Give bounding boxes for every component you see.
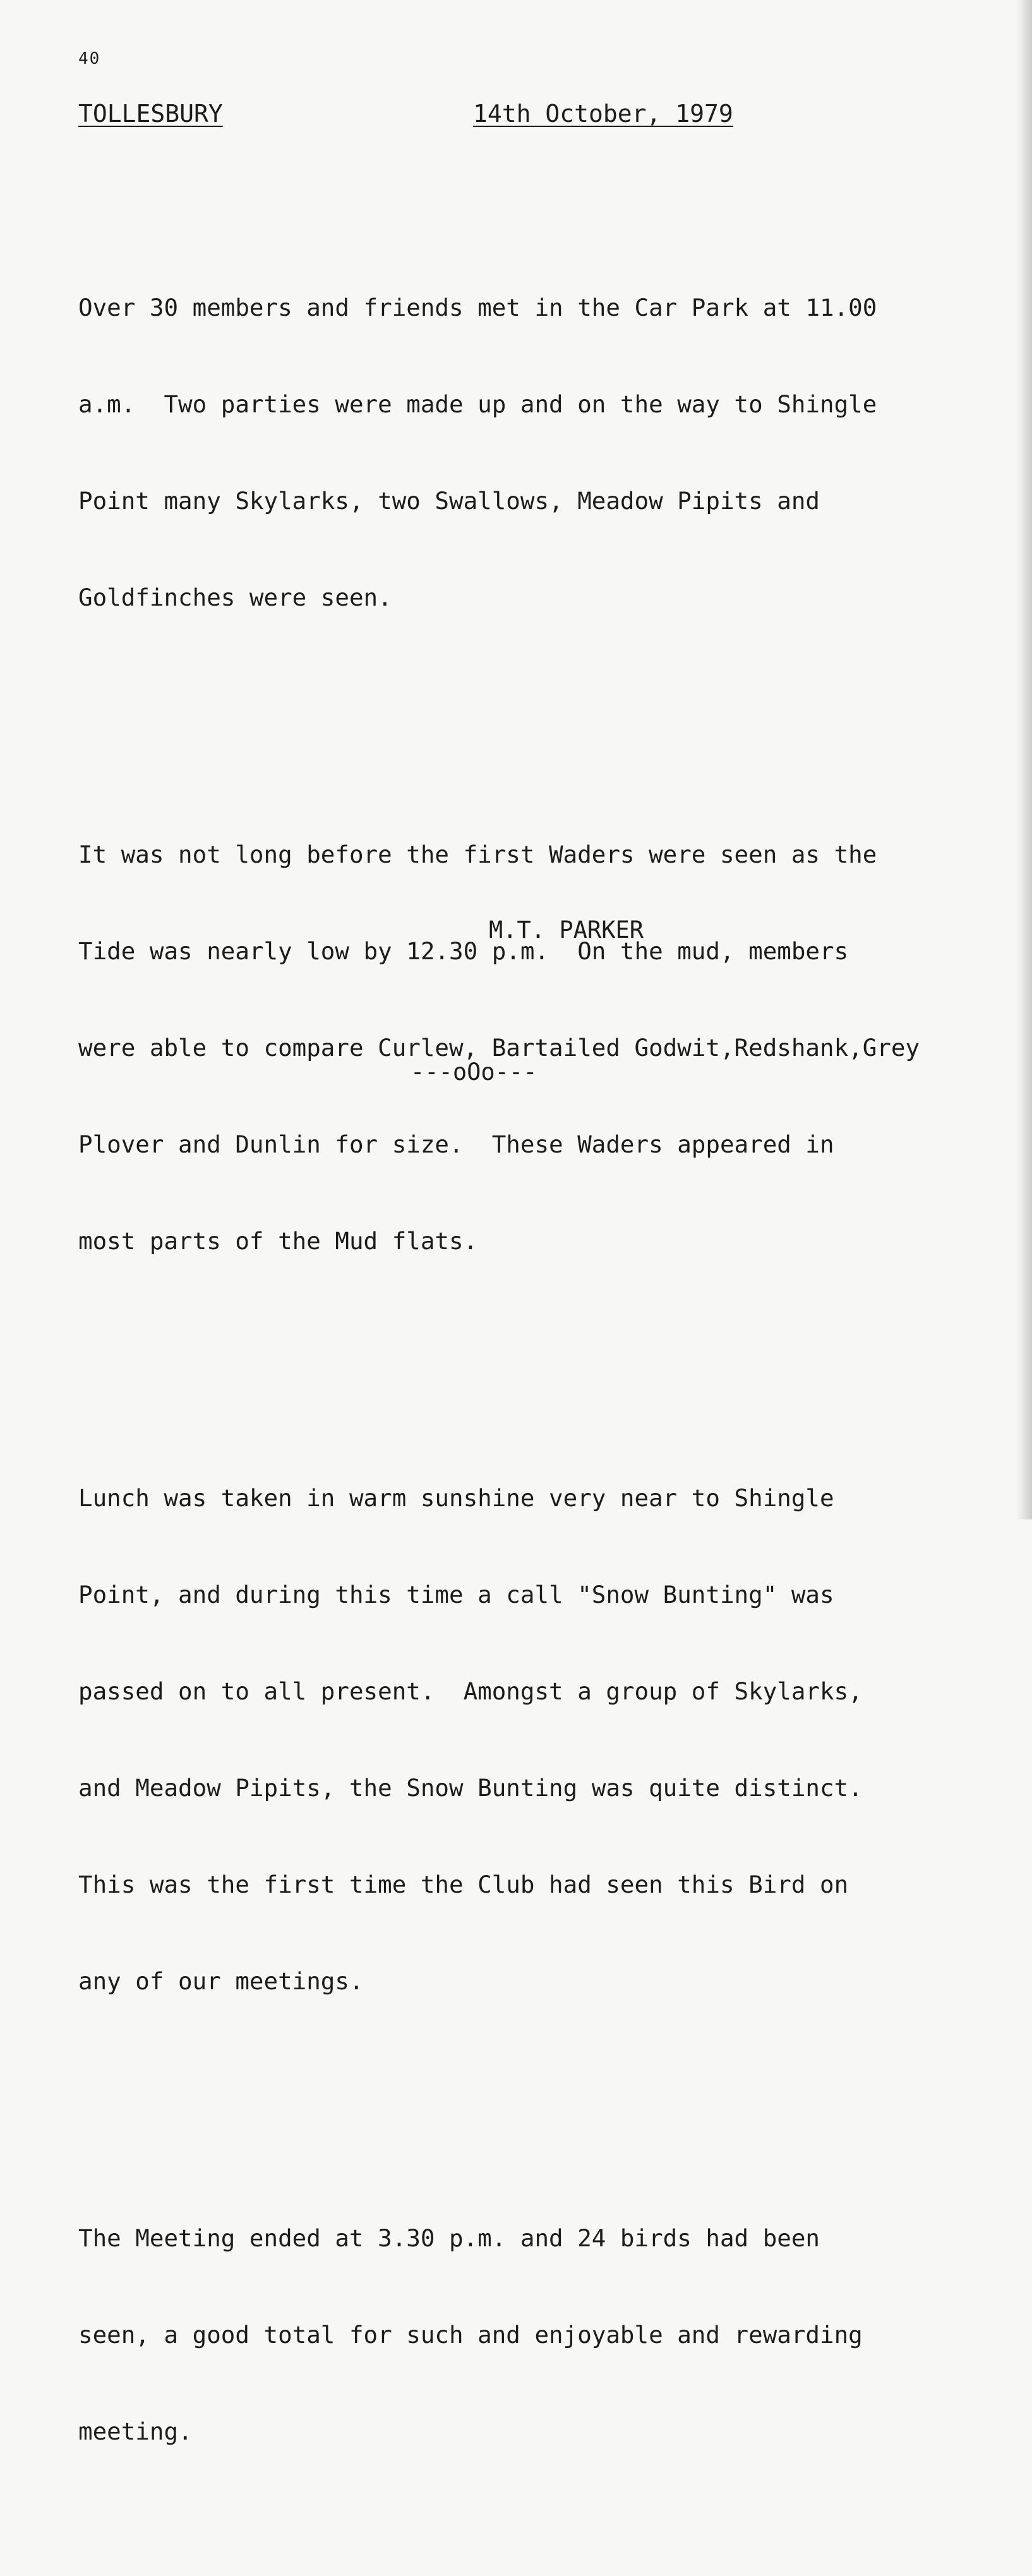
text-line: passed on to all present. Amongst a group of Skylarks, [78, 1677, 863, 1705]
page-edge-shadow [1016, 0, 1032, 1519]
text-line: Goldfinches were seen. [78, 584, 392, 611]
section-separator: ---oOo--- [411, 1058, 537, 1086]
text-line: This was the first time the Club had seen this Bird on [78, 1871, 849, 1898]
paragraph-4 [78, 2158, 1013, 2512]
paragraph-1 [78, 227, 1013, 678]
text-line: Point many Skylarks, two Swallows, Meadow Pipits and [78, 487, 820, 515]
page-number: 40 [78, 49, 101, 68]
text-line: Point, and during this time a call "Snow Bunting" was [78, 1581, 834, 1609]
text-line: meeting. [78, 2417, 193, 2445]
paragraph-3 [78, 1418, 1013, 2062]
text-line: most parts of the Mud flats. [78, 1227, 478, 1255]
text-line: Plover and Dunlin for size. These Waders appeared in [78, 1130, 834, 1158]
meeting-date: 14th October, 1979 [473, 100, 733, 128]
text-line: It was not long before the first Waders were seen as the [78, 841, 877, 868]
text-line: Tide was nearly low by 12.30 p.m. On the mud, members [78, 937, 849, 965]
text-line: seen, a good total for such and enjoyable and rewarding [78, 2321, 863, 2349]
text-line: Lunch was taken in warm sunshine very near to Shingle [78, 1484, 834, 1512]
text-line: any of our meetings. [78, 1967, 364, 1995]
text-line: The Meeting ended at 3.30 p.m. and 24 birds had been [78, 2224, 820, 2252]
text-line: and Meadow Pipits, the Snow Bunting was quite distinct. [78, 1774, 863, 1802]
author-signature: M.T. PARKER [489, 916, 644, 944]
text-line: were able to compare Curlew, Bartailed Godwit,Redshank,Grey [78, 1034, 920, 1062]
text-line: Over 30 members and friends met in the Car Park at 11.00 [78, 294, 877, 321]
report-body [78, 163, 1013, 2576]
text-line: a.m. Two parties were made up and on the way to Shingle [78, 390, 877, 418]
paragraph-2 [78, 774, 1013, 1322]
meeting-place: TOLLESBURY [78, 100, 223, 128]
